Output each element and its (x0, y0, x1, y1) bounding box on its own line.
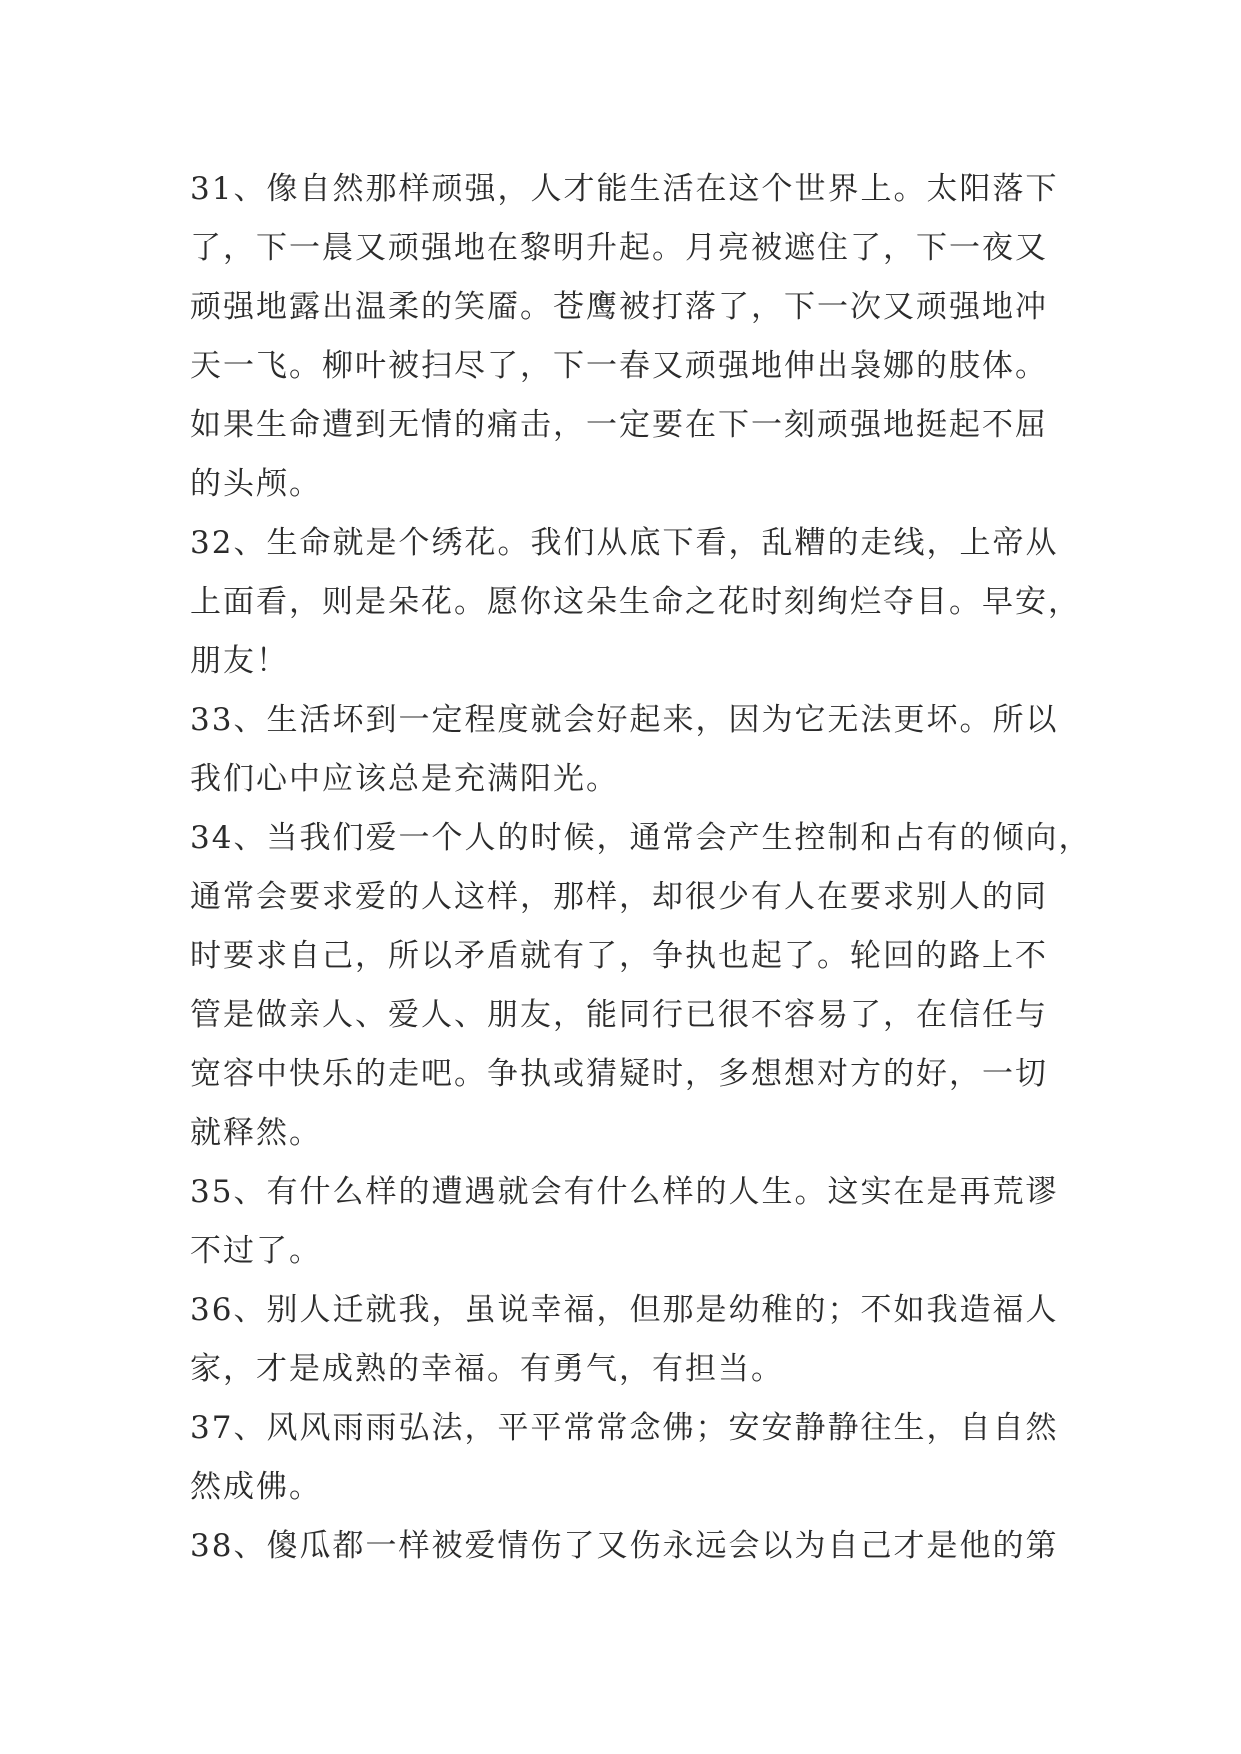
text-line: 顽强地露出温柔的笑靥。苍鹰被打落了，下一次又顽强地冲 (190, 289, 1048, 325)
text-line: 天一飞。柳叶被扫尽了，下一春又顽强地伸出袅娜的肢体。 (190, 348, 1048, 384)
text-line: 管是做亲人、爱人、朋友，能同行已很不容易了，在信任与 (190, 997, 1048, 1033)
text-line: 不过了。 (190, 1233, 322, 1269)
text-line: 31、像自然那样顽强，人才能生活在这个世界上。太阳落下 (190, 171, 1059, 207)
text-line: 就释然。 (190, 1115, 322, 1151)
text-line: 时要求自己，所以矛盾就有了，争执也起了。轮回的路上不 (190, 938, 1048, 974)
text-line: 37、风风雨雨弘法，平平常常念佛；安安静静往生，自自然 (190, 1410, 1059, 1446)
text-line: 宽容中快乐的走吧。争执或猜疑时，多想想对方的好，一切 (190, 1056, 1048, 1092)
text-line: 35、有什么样的遭遇就会有什么样的人生。这实在是再荒谬 (190, 1174, 1059, 1210)
text-line: 家，才是成熟的幸福。有勇气，有担当。 (190, 1351, 784, 1387)
document-body (190, 160, 1092, 1576)
text-line: 36、别人迁就我，虽说幸福，但那是幼稚的；不如我造福人 (190, 1292, 1059, 1328)
text-line: 我们心中应该总是充满阳光。 (190, 761, 619, 797)
text-line: 了，下一晨又顽强地在黎明升起。月亮被遮住了，下一夜又 (190, 230, 1048, 266)
text-line: 上面看，则是朵花。愿你这朵生命之花时刻绚烂夺目。早安， (190, 584, 1081, 620)
text-line: 然成佛。 (190, 1469, 322, 1505)
text-line: 朋友！ (190, 643, 289, 679)
text-line: 如果生命遭到无情的痛击，一定要在下一刻顽强地挺起不屈 (190, 407, 1048, 443)
text-line: 通常会要求爱的人这样，那样，却很少有人在要求别人的同 (190, 879, 1048, 915)
text-line: 的头颅。 (190, 466, 322, 502)
text-line: 34、当我们爱一个人的时候，通常会产生控制和占有的倾向， (190, 820, 1092, 856)
text-line: 32、生命就是个绣花。我们从底下看，乱糟的走线，上帝从 (190, 525, 1059, 561)
text-line: 33、生活坏到一定程度就会好起来，因为它无法更坏。所以 (190, 702, 1059, 738)
text-line: 38、傻瓜都一样被爱情伤了又伤永远会以为自己才是他的第 (190, 1528, 1059, 1564)
